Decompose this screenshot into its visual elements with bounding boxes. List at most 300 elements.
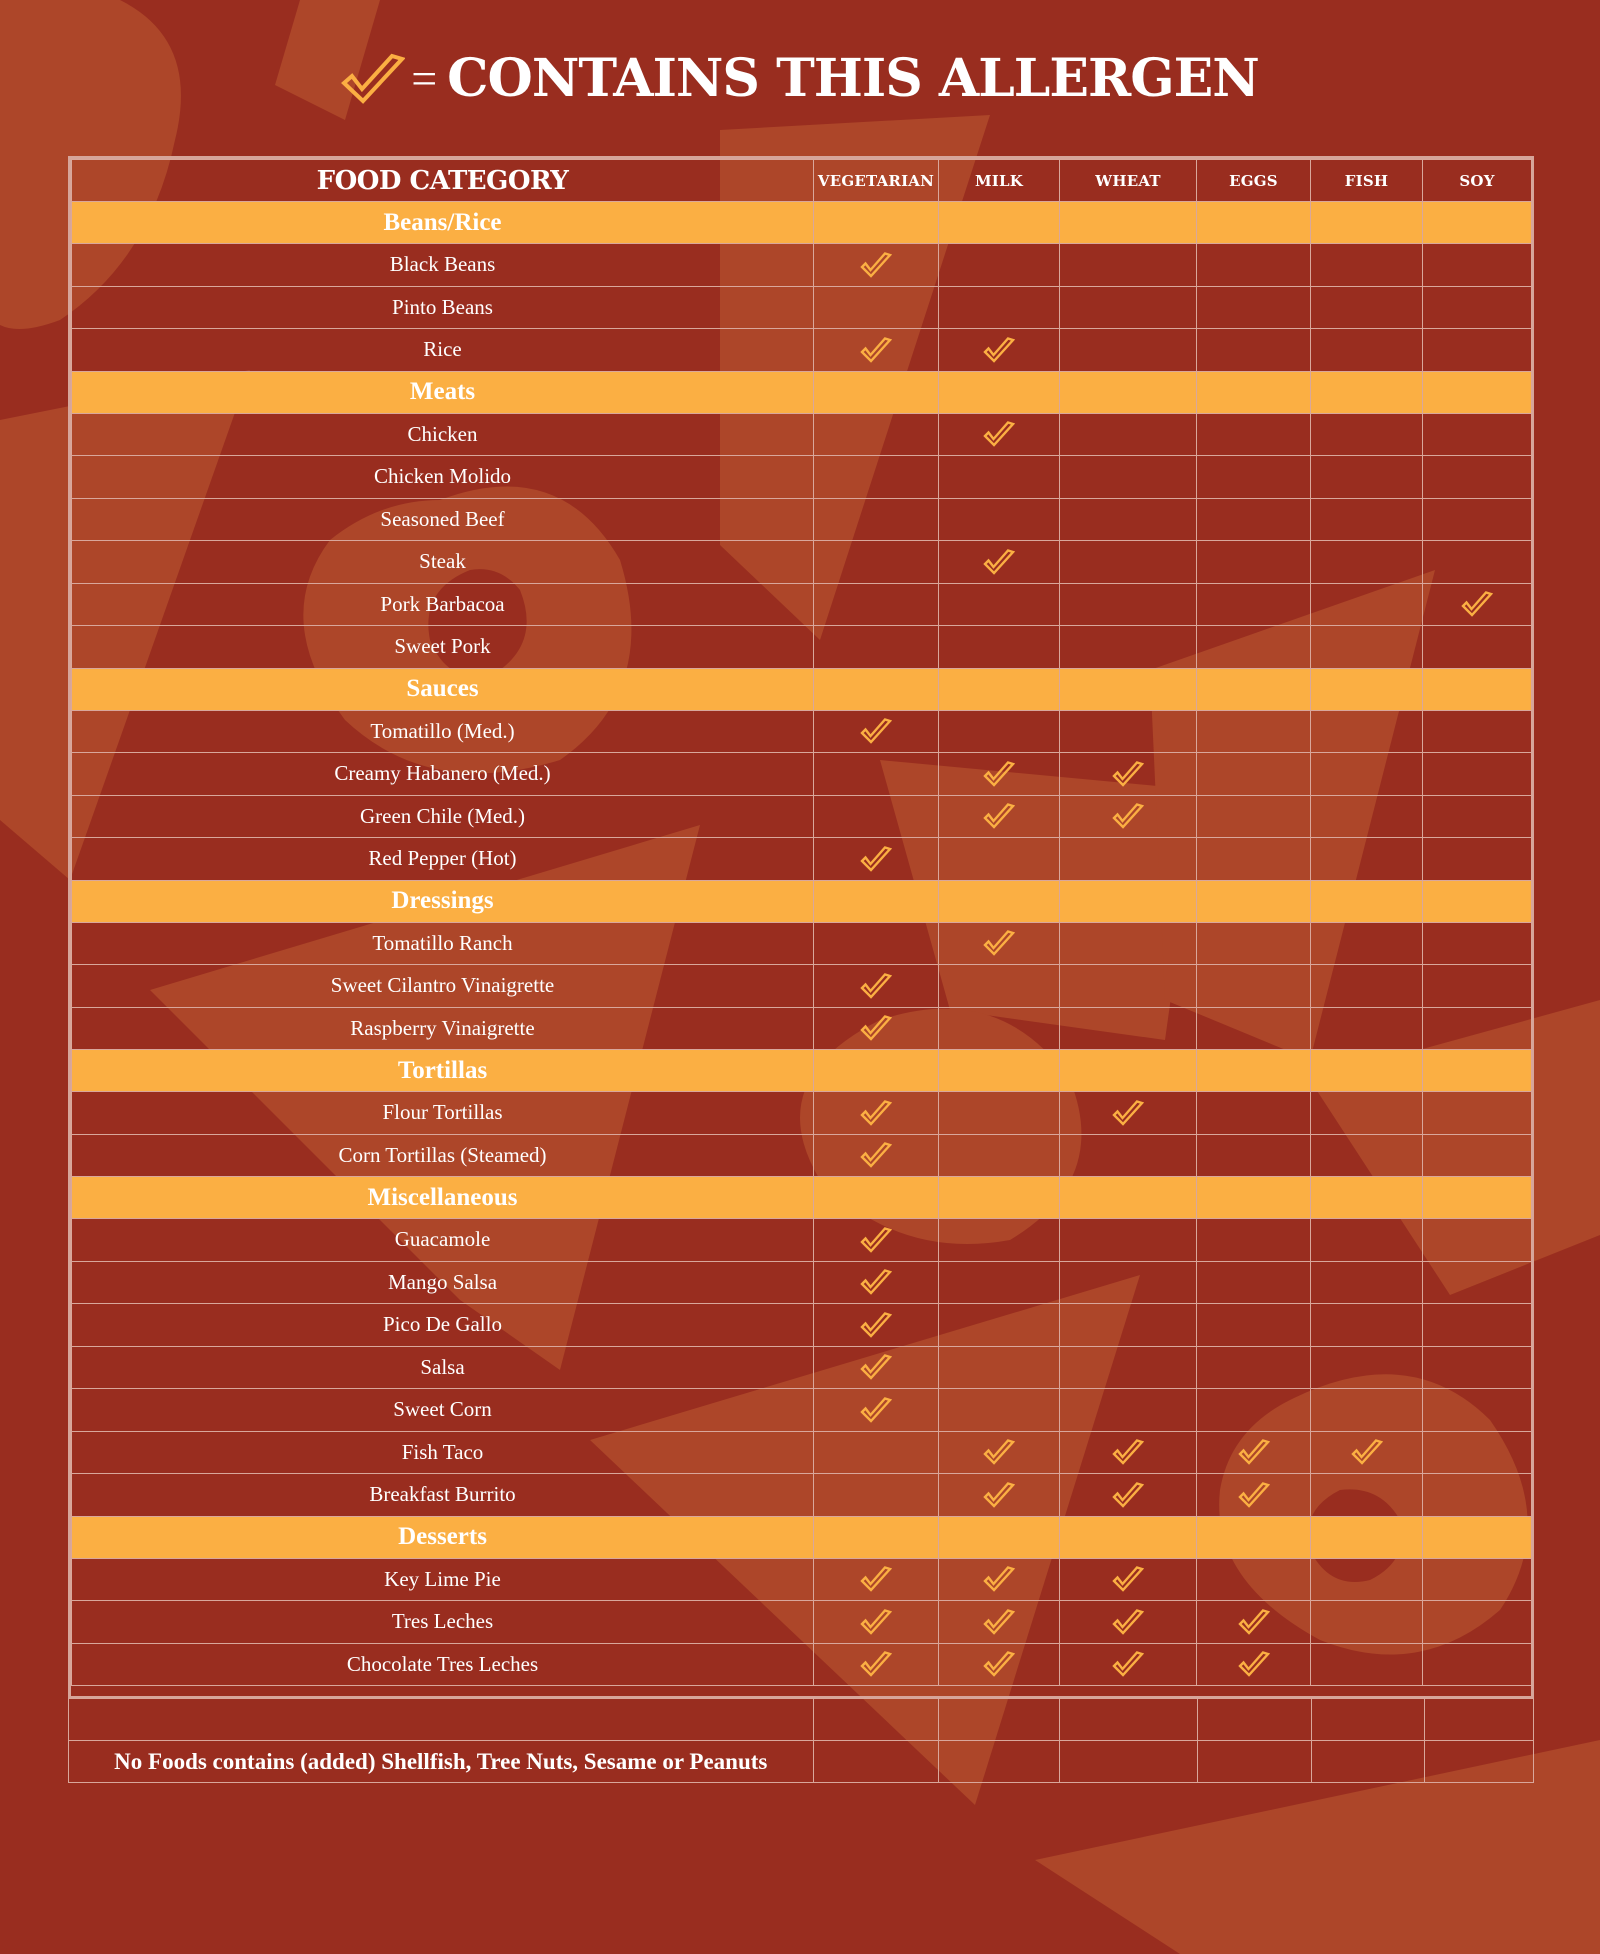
check-icon <box>1461 591 1493 617</box>
cell-fish <box>1311 498 1423 541</box>
cell-eggs <box>1197 1643 1311 1686</box>
cell-eggs <box>1197 1346 1311 1389</box>
cell-soy <box>1423 583 1532 626</box>
category-cell-soy <box>1423 202 1532 244</box>
cell-eggs <box>1197 1219 1311 1262</box>
cell-eggs <box>1197 1558 1311 1601</box>
check-icon <box>860 973 892 999</box>
footer-empty-row <box>69 1699 1534 1741</box>
table-row <box>72 710 1532 753</box>
check-icon <box>860 1269 892 1295</box>
cell-fish <box>1311 1474 1423 1517</box>
cell-soy <box>1423 244 1532 287</box>
cell-soy <box>1423 1261 1532 1304</box>
category-row <box>72 202 1532 244</box>
cell-vegetarian <box>814 286 939 329</box>
cell-soy <box>1423 1346 1532 1389</box>
check-icon <box>1112 1609 1144 1635</box>
category-cell-milk <box>939 371 1060 413</box>
cell-vegetarian <box>814 1007 939 1050</box>
table-row <box>72 1558 1532 1601</box>
cell-milk <box>939 1092 1060 1135</box>
category-label: Dressings <box>72 880 814 922</box>
cell-soy <box>1423 1474 1532 1517</box>
food-name: Chicken Molido <box>72 456 814 499</box>
category-cell-wheat <box>1060 202 1197 244</box>
cell-fish <box>1311 413 1423 456</box>
cell-eggs <box>1197 541 1311 584</box>
cell-soy <box>1423 286 1532 329</box>
category-cell-vegetarian <box>814 1177 939 1219</box>
category-label: Meats <box>72 371 814 413</box>
check-icon <box>1112 1482 1144 1508</box>
cell-vegetarian <box>814 244 939 287</box>
food-name: Pinto Beans <box>72 286 814 329</box>
category-cell-eggs <box>1197 1177 1311 1219</box>
cell-wheat <box>1060 922 1197 965</box>
footer-note: No Foods contains (added) Shellfish, Tree Nuts, Sesame or Peanuts <box>69 1741 814 1783</box>
check-icon <box>983 1609 1015 1635</box>
cell-wheat <box>1060 1558 1197 1601</box>
cell-milk <box>939 1431 1060 1474</box>
cell-fish <box>1311 710 1423 753</box>
check-icon <box>983 1566 1015 1592</box>
table-row <box>72 413 1532 456</box>
cell-fish <box>1311 1007 1423 1050</box>
footer-cell <box>938 1741 1059 1783</box>
table-row <box>72 1261 1532 1304</box>
food-name: Red Pepper (Hot) <box>72 838 814 881</box>
check-icon <box>983 1482 1015 1508</box>
table-row <box>72 795 1532 838</box>
table-row <box>72 922 1532 965</box>
cell-eggs <box>1197 456 1311 499</box>
check-icon <box>1112 1100 1144 1126</box>
cell-eggs <box>1197 286 1311 329</box>
cell-eggs <box>1197 1304 1311 1347</box>
check-icon <box>860 1566 892 1592</box>
food-name: Salsa <box>72 1346 814 1389</box>
check-icon <box>983 1439 1015 1465</box>
check-icon <box>1112 1651 1144 1677</box>
category-cell-wheat <box>1060 1516 1197 1558</box>
food-name: Tres Leches <box>72 1601 814 1644</box>
cell-eggs <box>1197 583 1311 626</box>
food-name: Seasoned Beef <box>72 498 814 541</box>
cell-vegetarian <box>814 965 939 1008</box>
cell-soy <box>1423 1643 1532 1686</box>
footer-cell <box>1424 1741 1533 1783</box>
check-icon <box>1238 1651 1270 1677</box>
food-name: Sweet Corn <box>72 1389 814 1432</box>
cell-wheat <box>1060 1389 1197 1432</box>
cell-wheat <box>1060 1346 1197 1389</box>
cell-wheat <box>1060 1007 1197 1050</box>
cell-milk <box>939 753 1060 796</box>
category-cell-soy <box>1423 880 1532 922</box>
cell-eggs <box>1197 922 1311 965</box>
column-header-wheat: WHEAT <box>1060 160 1197 202</box>
check-icon <box>860 252 892 278</box>
cell-eggs <box>1197 244 1311 287</box>
category-cell-milk <box>939 1050 1060 1092</box>
cell-wheat <box>1060 1092 1197 1135</box>
cell-soy <box>1423 1601 1532 1644</box>
check-icon <box>983 803 1015 829</box>
cell-vegetarian <box>814 795 939 838</box>
table-row <box>72 329 1532 372</box>
check-icon <box>1112 1566 1144 1592</box>
cell-wheat <box>1060 244 1197 287</box>
cell-eggs <box>1197 838 1311 881</box>
footer-cell <box>1060 1699 1197 1741</box>
category-cell-eggs <box>1197 1516 1311 1558</box>
cell-fish <box>1311 286 1423 329</box>
category-row <box>72 371 1532 413</box>
cell-milk <box>939 541 1060 584</box>
cell-eggs <box>1197 626 1311 669</box>
check-icon <box>983 761 1015 787</box>
category-cell-fish <box>1311 1177 1423 1219</box>
category-label: Tortillas <box>72 1050 814 1092</box>
column-header-milk: MILK <box>939 160 1060 202</box>
category-cell-vegetarian <box>814 880 939 922</box>
cell-wheat <box>1060 965 1197 1008</box>
cell-eggs <box>1197 753 1311 796</box>
cell-fish <box>1311 795 1423 838</box>
cell-fish <box>1311 1092 1423 1135</box>
table-row <box>72 838 1532 881</box>
column-header-eggs: EGGS <box>1197 160 1311 202</box>
cell-milk <box>939 1304 1060 1347</box>
footer-cell <box>1424 1699 1533 1741</box>
cell-soy <box>1423 413 1532 456</box>
category-cell-milk <box>939 202 1060 244</box>
cell-milk <box>939 626 1060 669</box>
cell-soy <box>1423 1389 1532 1432</box>
cell-fish <box>1311 583 1423 626</box>
category-cell-eggs <box>1197 202 1311 244</box>
cell-vegetarian <box>814 1092 939 1135</box>
cell-milk <box>939 795 1060 838</box>
cell-vegetarian <box>814 753 939 796</box>
cell-wheat <box>1060 1261 1197 1304</box>
footer-cell <box>813 1741 938 1783</box>
cell-fish <box>1311 838 1423 881</box>
category-label: Desserts <box>72 1516 814 1558</box>
cell-fish <box>1311 965 1423 1008</box>
allergen-table-wrapper <box>68 156 1534 1699</box>
cell-vegetarian <box>814 922 939 965</box>
check-icon <box>1112 803 1144 829</box>
cell-wheat <box>1060 1219 1197 1262</box>
cell-eggs <box>1197 498 1311 541</box>
cell-wheat <box>1060 583 1197 626</box>
footer-table <box>68 1698 1534 1783</box>
cell-soy <box>1423 710 1532 753</box>
category-label: Miscellaneous <box>72 1177 814 1219</box>
table-row <box>72 1474 1532 1517</box>
check-icon <box>341 53 405 105</box>
cell-vegetarian <box>814 1474 939 1517</box>
cell-milk <box>939 583 1060 626</box>
cell-fish <box>1311 1431 1423 1474</box>
legend-equals: = <box>411 53 438 104</box>
cell-milk <box>939 1261 1060 1304</box>
cell-milk <box>939 329 1060 372</box>
category-cell-fish <box>1311 668 1423 710</box>
cell-eggs <box>1197 329 1311 372</box>
check-icon <box>983 549 1015 575</box>
cell-eggs <box>1197 1431 1311 1474</box>
cell-vegetarian <box>814 1261 939 1304</box>
cell-wheat <box>1060 329 1197 372</box>
cell-milk <box>939 413 1060 456</box>
table-row <box>72 244 1532 287</box>
table-row <box>72 1134 1532 1177</box>
category-cell-wheat <box>1060 1050 1197 1092</box>
cell-soy <box>1423 1558 1532 1601</box>
cell-milk <box>939 922 1060 965</box>
table-row <box>72 753 1532 796</box>
cell-wheat <box>1060 1601 1197 1644</box>
cell-vegetarian <box>814 329 939 372</box>
cell-vegetarian <box>814 1431 939 1474</box>
food-name: Steak <box>72 541 814 584</box>
footer-cell <box>1312 1699 1424 1741</box>
cell-vegetarian <box>814 1134 939 1177</box>
cell-wheat <box>1060 456 1197 499</box>
cell-soy <box>1423 498 1532 541</box>
cell-soy <box>1423 1431 1532 1474</box>
cell-milk <box>939 1346 1060 1389</box>
cell-eggs <box>1197 1134 1311 1177</box>
check-icon <box>1238 1482 1270 1508</box>
category-cell-eggs <box>1197 1050 1311 1092</box>
cell-vegetarian <box>814 1304 939 1347</box>
category-cell-fish <box>1311 880 1423 922</box>
cell-eggs <box>1197 1389 1311 1432</box>
cell-soy <box>1423 541 1532 584</box>
cell-eggs <box>1197 1474 1311 1517</box>
category-cell-wheat <box>1060 371 1197 413</box>
cell-wheat <box>1060 626 1197 669</box>
check-icon <box>860 1142 892 1168</box>
cell-soy <box>1423 965 1532 1008</box>
footer-cell <box>1197 1699 1311 1741</box>
check-icon <box>860 1651 892 1677</box>
food-name: Sweet Cilantro Vinaigrette <box>72 965 814 1008</box>
check-icon <box>1351 1439 1383 1465</box>
cell-fish <box>1311 1219 1423 1262</box>
cell-wheat <box>1060 1474 1197 1517</box>
category-row <box>72 880 1532 922</box>
cell-eggs <box>1197 710 1311 753</box>
food-name: Chicken <box>72 413 814 456</box>
column-header-vegetarian: VEGETARIAN <box>814 160 939 202</box>
cell-soy <box>1423 1092 1532 1135</box>
check-icon <box>983 421 1015 447</box>
category-cell-wheat <box>1060 880 1197 922</box>
legend-title: CONTAINS THIS ALLERGEN <box>447 48 1259 109</box>
table-row <box>72 1007 1532 1050</box>
category-label: Sauces <box>72 668 814 710</box>
check-icon <box>1112 1439 1144 1465</box>
category-cell-soy <box>1423 668 1532 710</box>
cell-vegetarian <box>814 498 939 541</box>
cell-fish <box>1311 244 1423 287</box>
cell-soy <box>1423 626 1532 669</box>
category-cell-soy <box>1423 1516 1532 1558</box>
footer-cell <box>813 1699 938 1741</box>
cell-wheat <box>1060 1304 1197 1347</box>
table-body <box>72 202 1532 1686</box>
cell-fish <box>1311 1346 1423 1389</box>
footer-note-row <box>69 1741 1534 1783</box>
food-name: Flour Tortillas <box>72 1092 814 1135</box>
category-cell-milk <box>939 880 1060 922</box>
cell-vegetarian <box>814 541 939 584</box>
cell-wheat <box>1060 753 1197 796</box>
category-cell-wheat <box>1060 668 1197 710</box>
cell-fish <box>1311 1134 1423 1177</box>
cell-fish <box>1311 753 1423 796</box>
cell-milk <box>939 1601 1060 1644</box>
cell-fish <box>1311 329 1423 372</box>
cell-vegetarian <box>814 1643 939 1686</box>
cell-wheat <box>1060 286 1197 329</box>
cell-fish <box>1311 1304 1423 1347</box>
cell-vegetarian <box>814 1346 939 1389</box>
category-cell-milk <box>939 1516 1060 1558</box>
cell-milk <box>939 456 1060 499</box>
cell-milk <box>939 710 1060 753</box>
cell-eggs <box>1197 413 1311 456</box>
category-cell-vegetarian <box>814 1050 939 1092</box>
cell-vegetarian <box>814 413 939 456</box>
cell-soy <box>1423 456 1532 499</box>
category-cell-milk <box>939 1177 1060 1219</box>
category-cell-eggs <box>1197 668 1311 710</box>
table-row <box>72 1304 1532 1347</box>
category-cell-soy <box>1423 1177 1532 1219</box>
cell-eggs <box>1197 1261 1311 1304</box>
cell-soy <box>1423 1219 1532 1262</box>
cell-fish <box>1311 1601 1423 1644</box>
food-name: Sweet Pork <box>72 626 814 669</box>
cell-fish <box>1311 1643 1423 1686</box>
category-cell-milk <box>939 668 1060 710</box>
check-icon <box>860 1397 892 1423</box>
cell-soy <box>1423 838 1532 881</box>
food-name: Rice <box>72 329 814 372</box>
cell-milk <box>939 965 1060 1008</box>
cell-vegetarian <box>814 710 939 753</box>
check-icon <box>860 846 892 872</box>
table-header-row <box>72 160 1532 202</box>
cell-vegetarian <box>814 456 939 499</box>
category-cell-fish <box>1311 1516 1423 1558</box>
legend <box>0 38 1600 120</box>
footer-cell <box>938 1699 1059 1741</box>
category-cell-vegetarian <box>814 668 939 710</box>
food-name: Guacamole <box>72 1219 814 1262</box>
cell-wheat <box>1060 795 1197 838</box>
cell-eggs <box>1197 1007 1311 1050</box>
category-row <box>72 1516 1532 1558</box>
cell-wheat <box>1060 1134 1197 1177</box>
footer-cell <box>1197 1741 1311 1783</box>
category-cell-vegetarian <box>814 202 939 244</box>
cell-eggs <box>1197 965 1311 1008</box>
food-name: Black Beans <box>72 244 814 287</box>
cell-fish <box>1311 1389 1423 1432</box>
table-row <box>72 1389 1532 1432</box>
cell-milk <box>939 1474 1060 1517</box>
category-cell-vegetarian <box>814 1516 939 1558</box>
footer-cell <box>69 1699 814 1741</box>
cell-soy <box>1423 1007 1532 1050</box>
category-cell-fish <box>1311 1050 1423 1092</box>
cell-soy <box>1423 795 1532 838</box>
column-header-fish: FISH <box>1311 160 1423 202</box>
table-row <box>72 498 1532 541</box>
cell-wheat <box>1060 710 1197 753</box>
table-row <box>72 286 1532 329</box>
footer-cell <box>1060 1741 1197 1783</box>
category-row <box>72 1177 1532 1219</box>
cell-soy <box>1423 329 1532 372</box>
table-row <box>72 583 1532 626</box>
allergen-table <box>71 159 1532 1686</box>
check-icon <box>860 1609 892 1635</box>
category-cell-wheat <box>1060 1177 1197 1219</box>
cell-wheat <box>1060 541 1197 584</box>
cell-wheat <box>1060 413 1197 456</box>
food-name: Corn Tortillas (Steamed) <box>72 1134 814 1177</box>
cell-milk <box>939 498 1060 541</box>
check-icon <box>1238 1439 1270 1465</box>
cell-wheat <box>1060 498 1197 541</box>
table-row <box>72 1643 1532 1686</box>
cell-milk <box>939 1389 1060 1432</box>
table-row <box>72 626 1532 669</box>
cell-milk <box>939 286 1060 329</box>
cell-milk <box>939 1219 1060 1262</box>
cell-wheat <box>1060 1431 1197 1474</box>
cell-eggs <box>1197 795 1311 838</box>
cell-vegetarian <box>814 1389 939 1432</box>
cell-vegetarian <box>814 838 939 881</box>
category-cell-vegetarian <box>814 371 939 413</box>
table-row <box>72 1431 1532 1474</box>
table-row <box>72 456 1532 499</box>
category-cell-fish <box>1311 202 1423 244</box>
food-name: Fish Taco <box>72 1431 814 1474</box>
check-icon <box>860 1227 892 1253</box>
cell-fish <box>1311 626 1423 669</box>
food-name: Mango Salsa <box>72 1261 814 1304</box>
cell-fish <box>1311 456 1423 499</box>
cell-wheat <box>1060 1643 1197 1686</box>
food-name: Key Lime Pie <box>72 1558 814 1601</box>
category-cell-soy <box>1423 1050 1532 1092</box>
cell-milk <box>939 1134 1060 1177</box>
food-name: Creamy Habanero (Med.) <box>72 753 814 796</box>
check-icon <box>860 337 892 363</box>
cell-milk <box>939 1643 1060 1686</box>
food-name: Tomatillo Ranch <box>72 922 814 965</box>
